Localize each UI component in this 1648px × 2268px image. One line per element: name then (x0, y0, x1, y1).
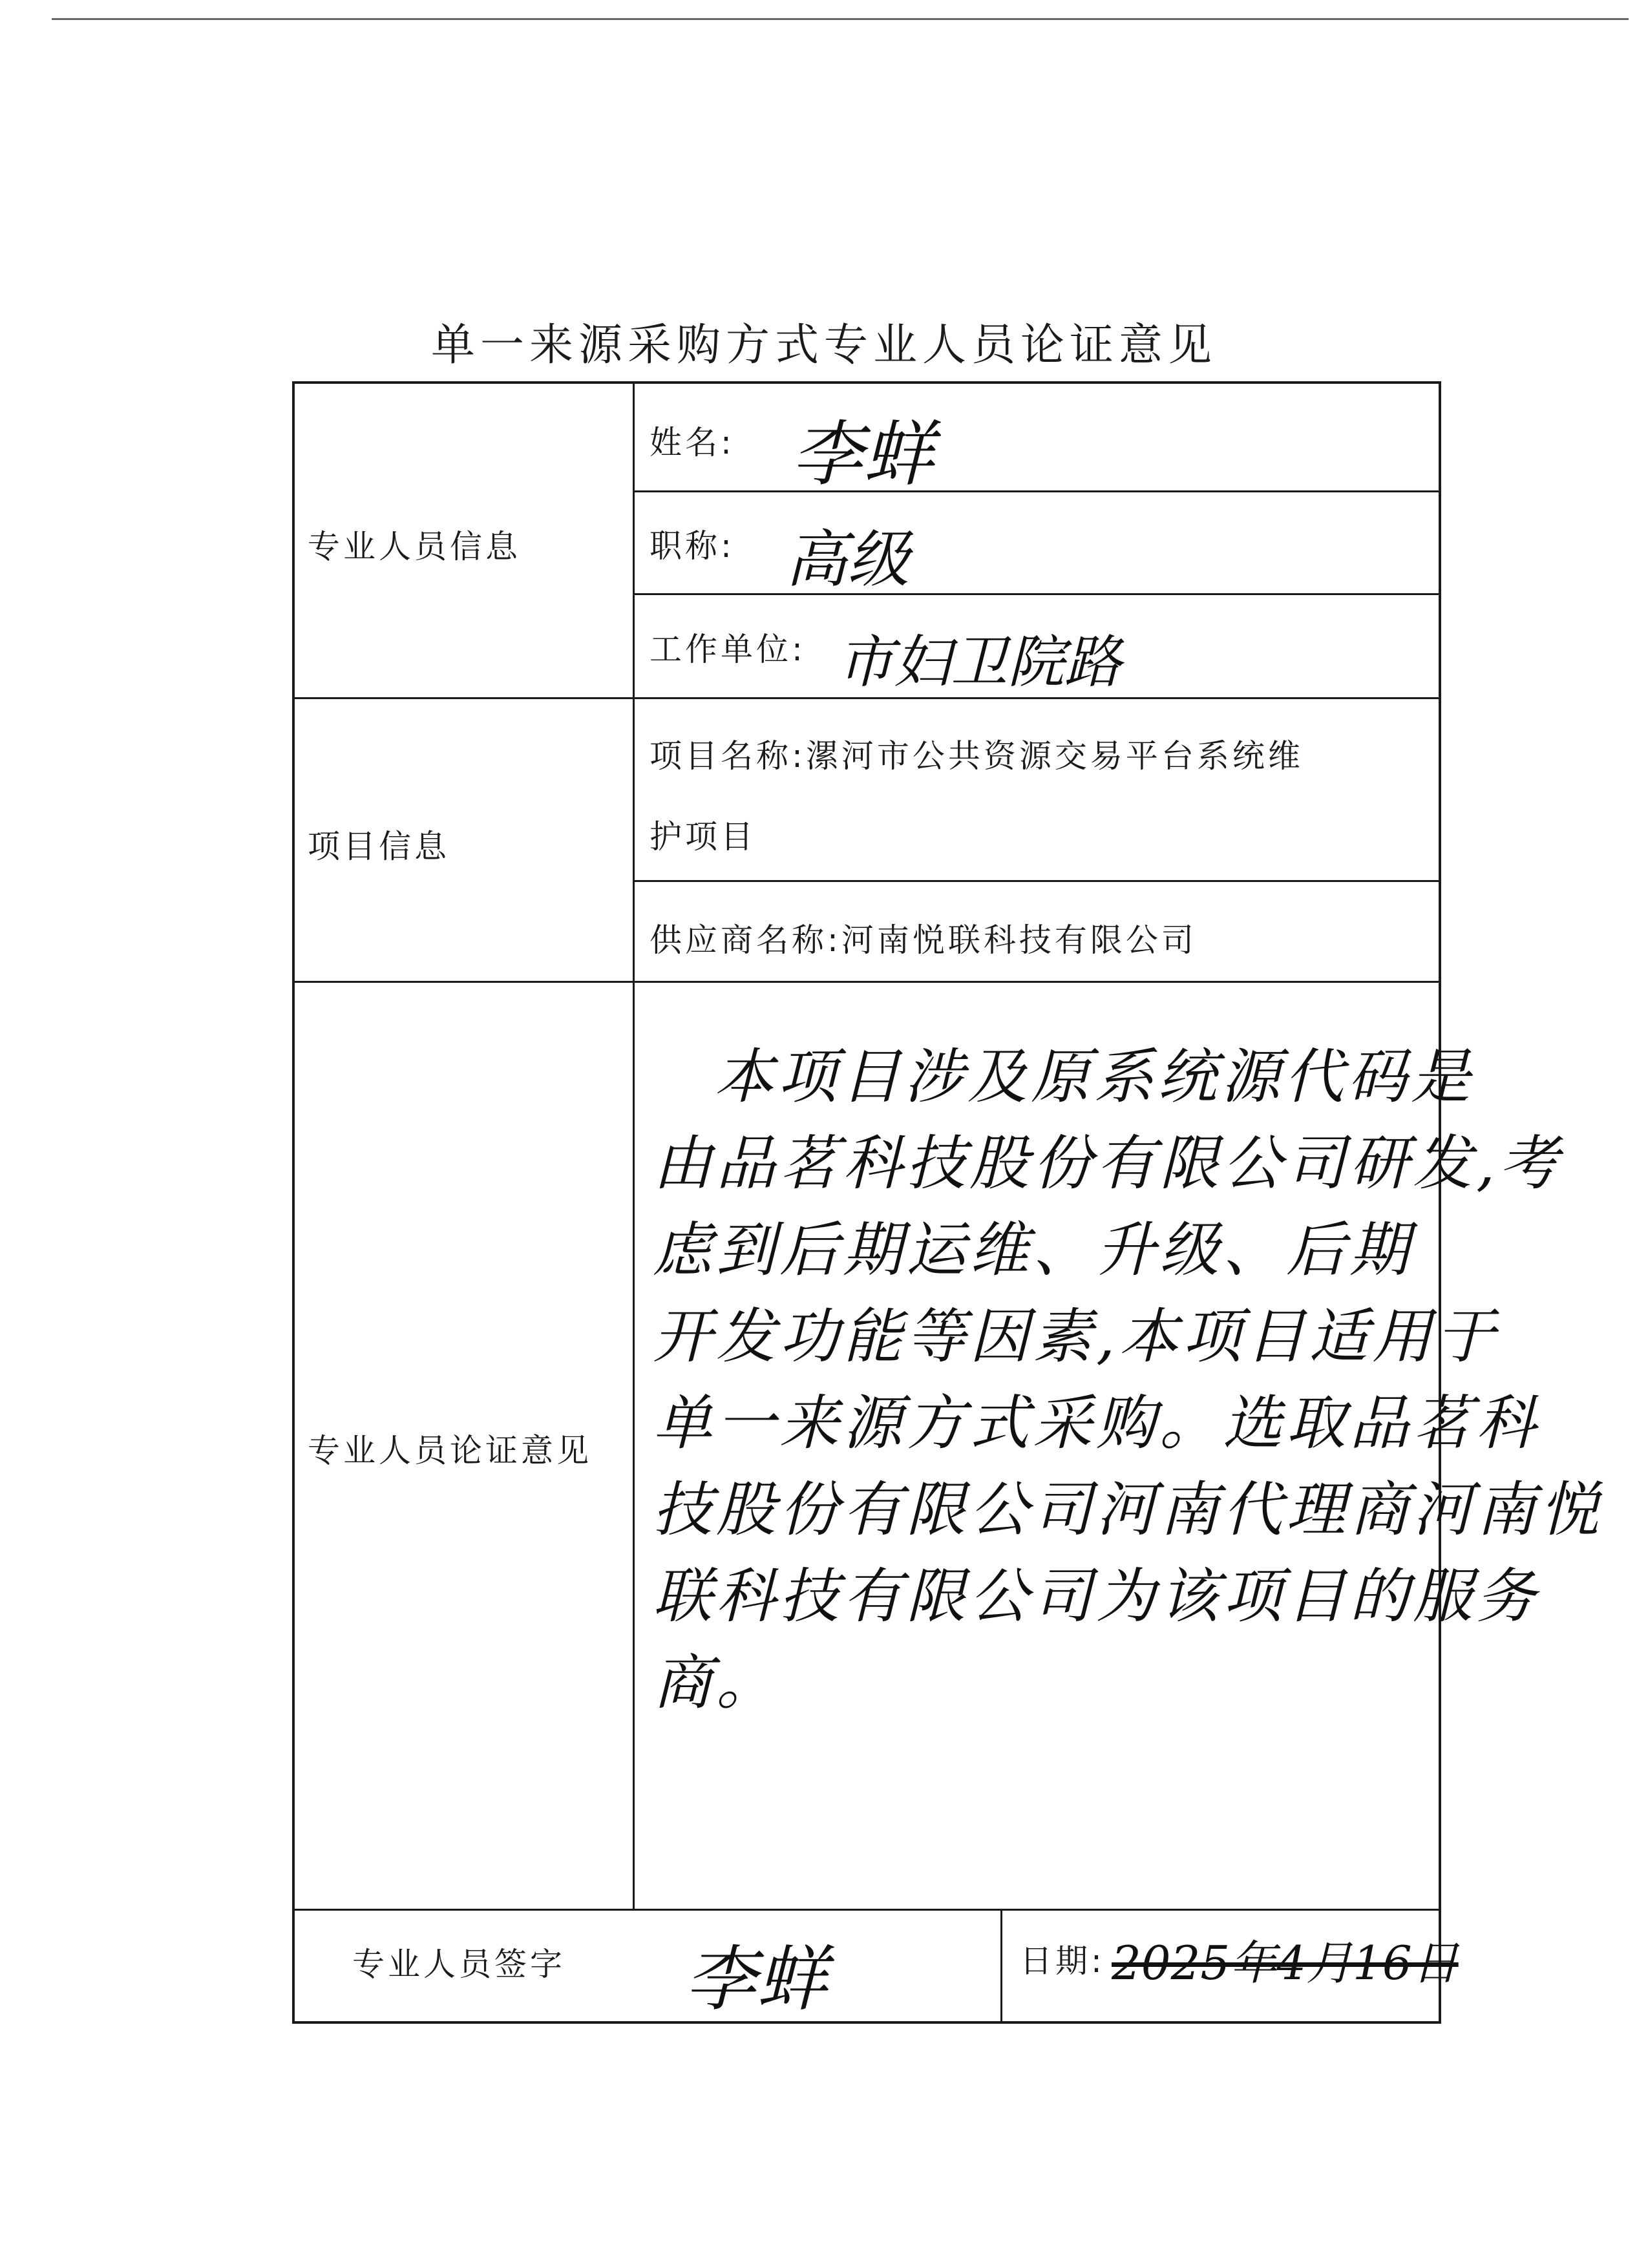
section-divider (295, 981, 1439, 983)
personnel-info-label: 专业人员信息 (308, 528, 521, 565)
row-divider (633, 593, 1439, 595)
row-divider (633, 880, 1439, 882)
signature-handwriting: 李蛘 (685, 1938, 827, 2021)
column-divider (633, 384, 635, 1909)
supplier-name: 供应商名称:河南悦联科技有限公司 (650, 921, 1197, 959)
name-handwriting: 李蛘 (792, 413, 934, 496)
opinion-line: 技股份有限公司河南代理商河南悦 (653, 1475, 1603, 1544)
opinion-handwriting (653, 1034, 1603, 1727)
opinion-line: 本项目涉及原系统源代码是 (714, 1042, 1475, 1111)
date-label: 日期: (1020, 1942, 1105, 1980)
employer-label: 工作单位: (650, 631, 806, 668)
opinion-line: 由品茗科技股份有限公司研发,考 (653, 1129, 1563, 1198)
opinion-label: 专业人员论证意见 (308, 1432, 592, 1469)
column-divider (1000, 1909, 1002, 2021)
row-divider (633, 490, 1439, 492)
title-label: 职称: (650, 527, 735, 565)
title-handwriting: 高级 (785, 523, 909, 596)
page-title: 单一来源采购方式专业人员论证意见 (430, 320, 1217, 371)
project-name-line2: 护项目 (650, 818, 756, 856)
project-name-line1: 项目名称:漯河市公共资源交易平台系统维 (650, 737, 1304, 775)
opinion-line: 虑到后期运维、升级、后期 (653, 1215, 1413, 1285)
opinion-line: 单一来源方式采购。选取品茗科 (653, 1389, 1540, 1458)
project-info-label: 项目信息 (308, 828, 450, 865)
name-label: 姓名: (650, 424, 735, 461)
opinion-line: 联科技有限公司为该项目的服务 (653, 1562, 1540, 1631)
top-rule (52, 18, 1629, 20)
signature-label: 专业人员签字 (352, 1946, 565, 1983)
section-divider (295, 1909, 1439, 1911)
opinion-line: 商。 (653, 1648, 780, 1717)
opinion-line: 开发功能等因素,本项目适用于 (653, 1302, 1499, 1371)
employer-handwriting: 市妇卫院路 (837, 629, 1122, 695)
date-handwriting: 2025年4月16日 (1112, 1936, 1459, 1990)
